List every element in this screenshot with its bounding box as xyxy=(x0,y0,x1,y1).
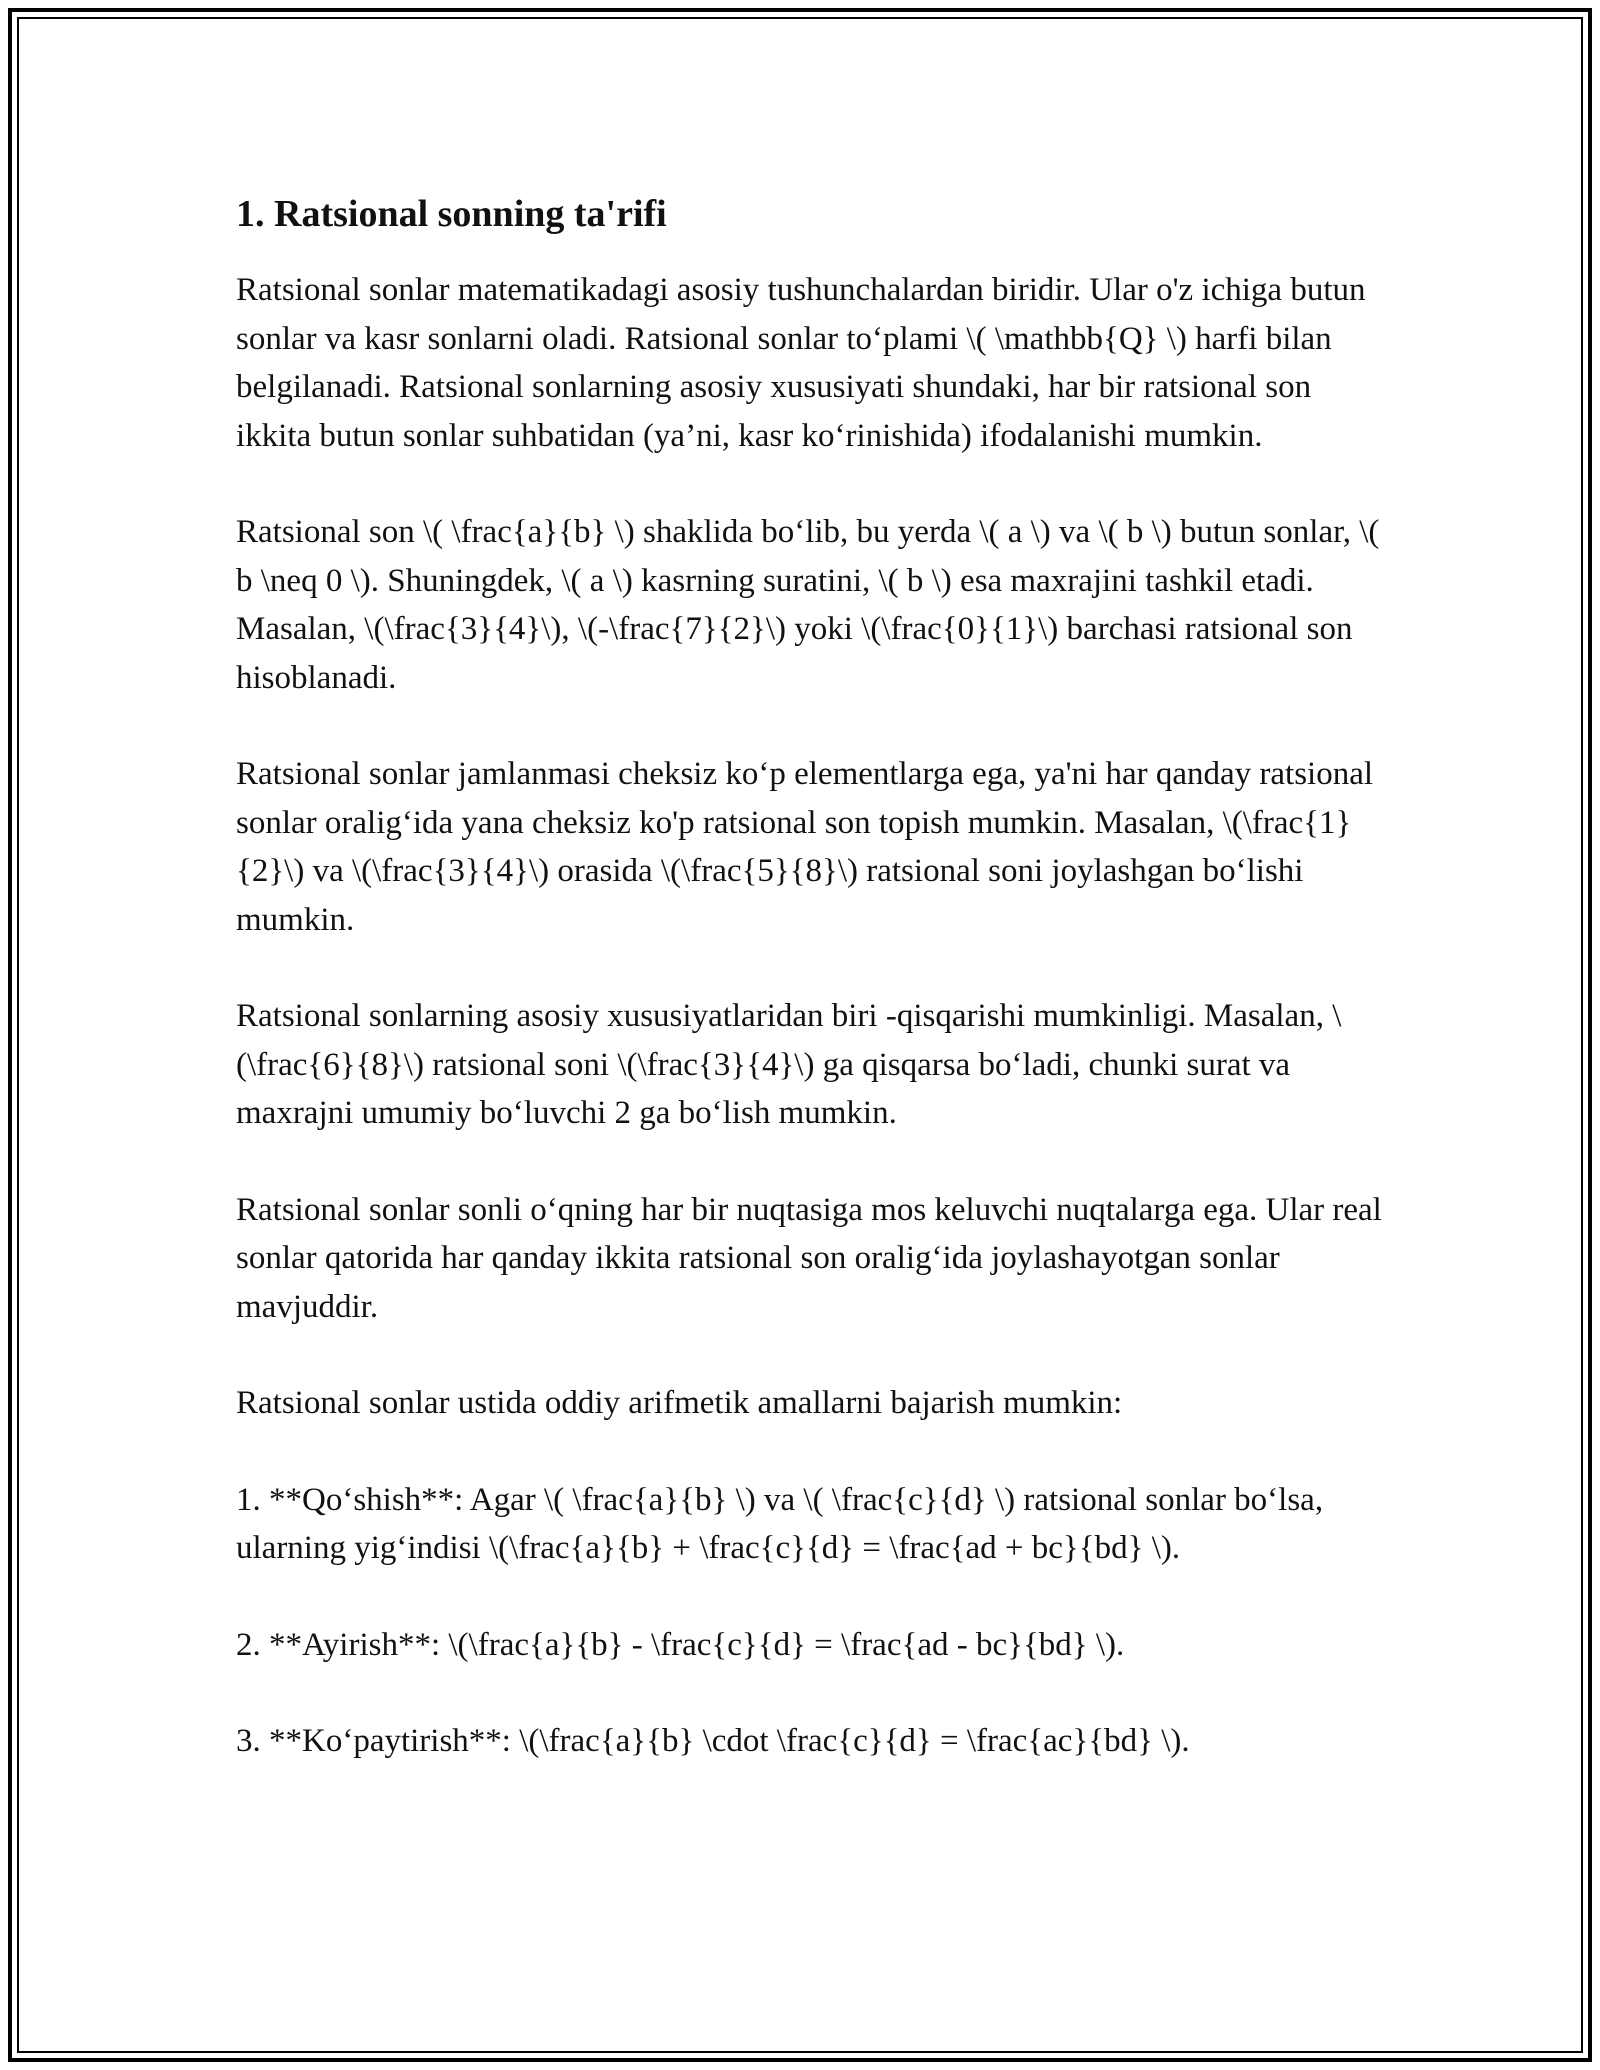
paragraph-operations-intro: Ratsional sonlar ustida oddiy arifmetik amallarni bajarish mumkin: xyxy=(236,1385,1123,1421)
list-item-subtraction: 2. **Ayirish**: \(\frac{a}{b} - \frac{c}{d} = \frac{ad - bc}{bd} \). xyxy=(236,1626,1125,1663)
paragraph-number-line: Ratsional sonlar sonli o‘qning har bir nuqtasiga mos keluvchi nuqtalarga ega. Ular real sonlar qatorida har qanday ikkita ratsional son oralig‘ida joylashayotgan sonlar mavjuddir. xyxy=(236,1191,1382,1325)
paragraph-density: Ratsional sonlar jamlanmasi cheksiz ko‘p elementlarga ega, ya'ni har qanday ratsional sonlar oralig‘ida yana cheksiz ko'p ratsional son topish mumkin. Masalan, \(\frac{1}{2}\) va \(\frac{3}{4}\) orasida \(\frac{5}{8}\) ratsional soni joylashgan bo‘lishi mumkin. xyxy=(236,756,1374,938)
section-heading: 1. Ratsional sonning ta'rifi xyxy=(236,193,667,235)
paragraph-fraction-form: Ratsional son \( \frac{a}{b} \) shaklida bo‘lib, bu yerda \( a \) va \( b \) butun sonlar, \( b \neq 0 \). Shuningdek, \( a \) kasrning suratini, \( b \) esa maxrajini tashkil etadi. Masalan, \(\frac{3}{4}\), \(-\frac{7}{2}\) yoki \(\frac{0}{1}\) barchasi ratsional son hisoblanadi. xyxy=(236,514,1380,696)
paragraph-definition: Ratsional sonlar matematikadagi asosiy tushunchalardan biridir. Ular o'z ichiga butun sonlar va kasr sonlarni oladi. Ratsional sonlar to‘plami \( \mathbb{Q} \) harfi bilan belgilanadi. Ratsional sonlarning asosiy xususiyati shundaki, har bir ratsional son ikkita butun sonlar suhbatidan (ya’ni, kasr ko‘rinishida) ifodalanishi mumkin. xyxy=(236,272,1366,454)
document-body xyxy=(236,188,1384,1814)
paragraph-reduction: Ratsional sonlarning asosiy xususiyatlaridan biri -qisqarishi mumkinligi. Masalan, \(\frac{6}{8}\) ratsional soni \(\frac{3}{4}\) ga qisqarsa bo‘ladi, chunki surat va maxrajni umumiy bo‘luvchi 2 ga bo‘lish mumkin. xyxy=(236,998,1342,1131)
list-item-multiplication: 3. **Ko‘paytirish**: \(\frac{a}{b} \cdot \frac{c}{d} = \frac{ac}{bd} \). xyxy=(236,1723,1190,1759)
list-item-addition: 1. **Qo‘shish**: Agar \( \frac{a}{b} \) va \( \frac{c}{d} \) ratsional sonlar bo‘lsa, ularning yig‘indisi \(\frac{a}{b} + \frac{c}{d} = \frac{ad + bc}{bd} \). xyxy=(236,1481,1324,1566)
